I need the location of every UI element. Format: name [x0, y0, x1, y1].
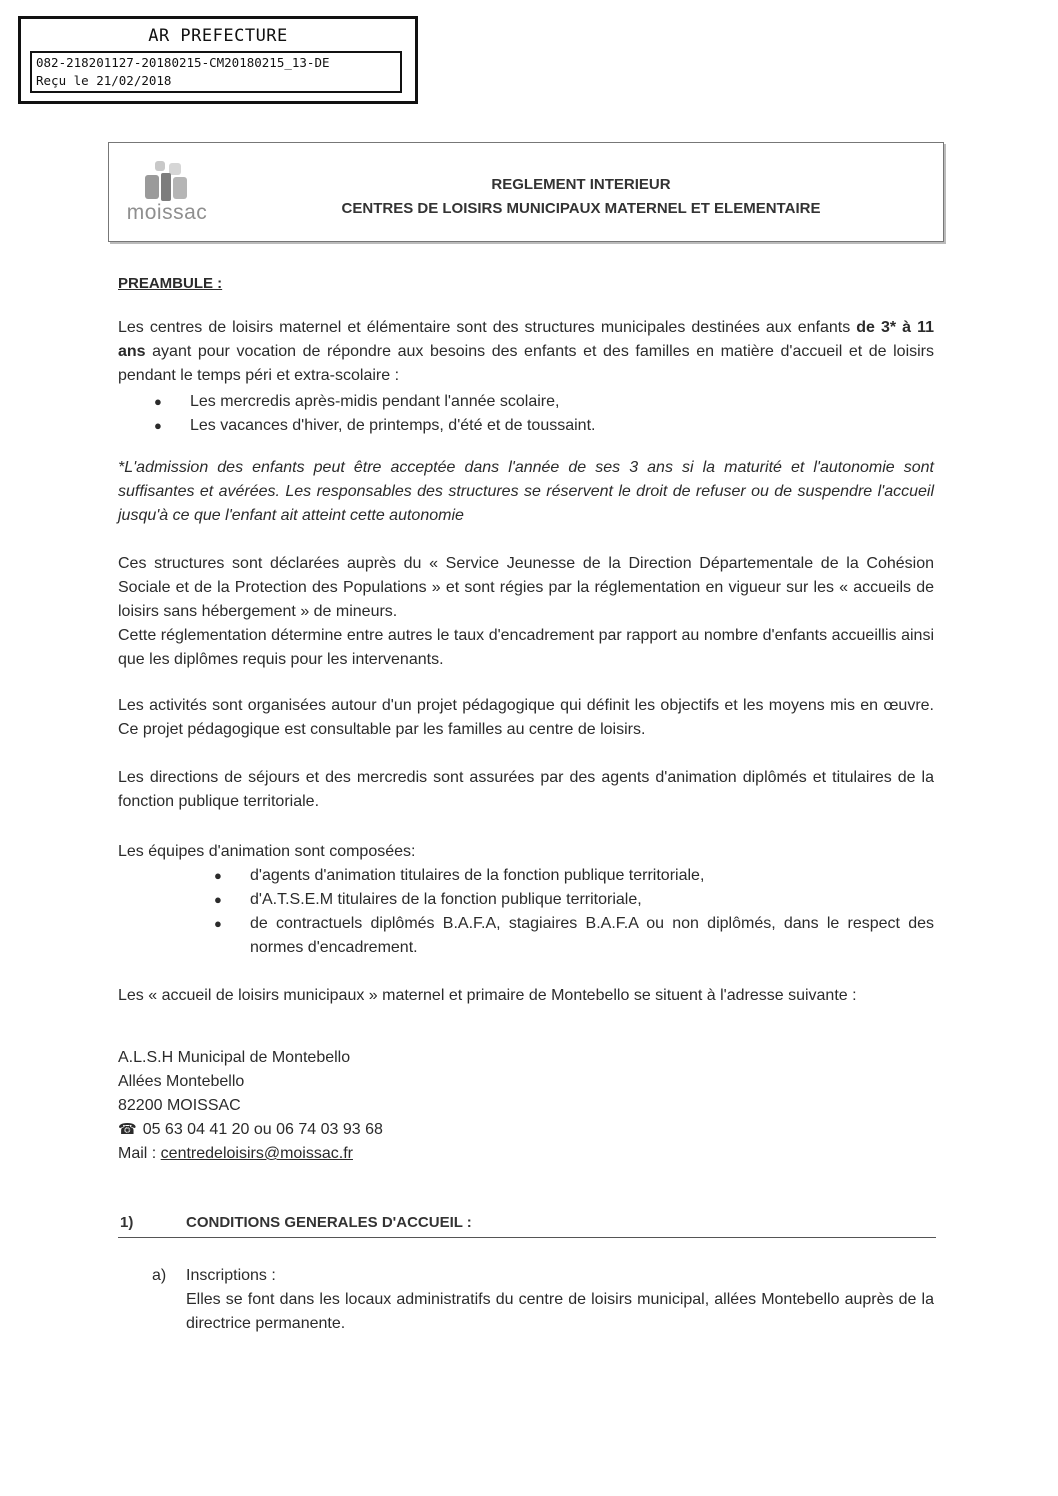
activities-paragraph: Les activités sont organisées autour d'un projet pédagogique qui définit les objectifs et les moyens mis en œuvre. Ce projet pédagogique est consultable par les familles au centre de loisirs.: [118, 697, 934, 738]
teams-list: [214, 864, 934, 960]
bullet-icon: ●: [214, 868, 222, 883]
period-item: Les vacances d'hiver, de printemps, d'été et de toussaint.: [190, 417, 596, 434]
section-title: CONDITIONS GENERALES D'ACCUEIL :: [186, 1214, 472, 1231]
bullet-icon: ●: [154, 418, 162, 433]
team-item: d'A.T.S.E.M titulaires de la fonction publique territoriale,: [250, 891, 642, 908]
intro-age-range: de 3* à 11 ans: [118, 319, 934, 360]
regulation-paragraph: Cette réglementation détermine entre autres le taux d'encadrement par rapport au nombre d'enfants accueillis ainsi que les diplômes requis pour les intervenants.: [118, 627, 934, 668]
stamp-reference: 082-218201127-20180215-CM20180215_13-DE: [36, 55, 330, 70]
periods-list: [154, 390, 934, 438]
team-item: d'agents d'animation titulaires de la fonction publique territoriale,: [250, 867, 705, 884]
moissac-logo: [117, 157, 213, 233]
title-line-2: CENTRES DE LOISIRS MUNICIPAUX MATERNEL ET ELEMENTAIRE: [341, 200, 821, 217]
subsection-letter: a): [152, 1267, 167, 1284]
stamp-details: [30, 51, 402, 93]
logo-text: moissac: [126, 201, 208, 224]
subsection-a-heading: [152, 1264, 934, 1288]
document-header: [108, 142, 944, 242]
directions-paragraph: Les directions de séjours et des mercredis sont assurées par des agents d'animation diplômés et titulaires de la fonction publique territoriale.: [118, 769, 934, 810]
teams-intro: Les équipes d'animation sont composées:: [118, 843, 416, 860]
preamble-intro: [118, 316, 934, 388]
phone-numbers: 05 63 04 41 20 ou 06 74 03 93 68: [142, 1121, 383, 1138]
list-item: [214, 888, 934, 912]
stamp-title: AR PREFECTURE: [148, 26, 288, 46]
list-item: [214, 864, 934, 888]
intro-text-2: ayant pour vocation de répondre aux besoins des enfants et des familles en matière d'accueil et de loisirs pendant le temps péri et extra-scolaire :: [118, 343, 934, 384]
team-item: de contractuels diplômés B.A.F.A, stagiaires B.A.F.A ou non diplômés, dans le respect des normes d'encadrement.: [250, 915, 934, 956]
stamp-received-date: Reçu le 21/02/2018: [36, 73, 172, 88]
list-item: [214, 912, 934, 960]
logo-icon: [141, 159, 193, 203]
bullet-icon: ●: [214, 916, 222, 931]
declaration-paragraph: Ces structures sont déclarées auprès du « Service Jeunesse de la Direction Départementale de la Cohésion Sociale et de la Protection des Populations » et sont régies par la réglementation en vigueur sur les « accueils de loisirs sans hébergement » de mineurs.: [118, 555, 934, 620]
preamble-heading: PREAMBULE :: [118, 275, 223, 292]
title-line-1: REGLEMENT INTERIEUR: [491, 176, 671, 193]
subsection-title: Inscriptions :: [186, 1267, 276, 1284]
section-number: 1): [120, 1214, 134, 1231]
list-item: [154, 390, 934, 414]
location-paragraph: Les « accueil de loisirs municipaux » maternel et primaire de Montebello se situent à l'adresse suivante :: [118, 987, 857, 1004]
intro-text-1: Les centres de loisirs maternel et élémentaire sont des structures municipales destinées aux enfants: [118, 319, 851, 336]
subsection-a-text: Elles se font dans les locaux administratifs du centre de loisirs municipal, allées Montebello auprès de la directrice permanente.: [186, 1291, 934, 1332]
email-link[interactable]: centredeloisirs@moissac.fr: [160, 1145, 353, 1162]
address-block: [118, 1046, 934, 1166]
phone-icon: ☎: [118, 1121, 137, 1138]
section-1-heading: [118, 1214, 936, 1238]
period-item: Les mercredis après-midis pendant l'année scolaire,: [190, 393, 560, 410]
bullet-icon: ●: [214, 892, 222, 907]
mail-row: [118, 1142, 934, 1166]
address-line: 82200 MOISSAC: [118, 1097, 241, 1114]
prefecture-stamp: [18, 16, 418, 104]
phone-row: [118, 1118, 934, 1142]
admission-note: *L'admission des enfants peut être acceptée dans l'année de ses 3 ans si la maturité et l'autonomie sont suffisantes et avérées. Les responsables des structures se réservent le droit de refuser ou de suspendre l'accueil jusqu'à ce que l'enfant ait atteint cette autonomie: [118, 459, 934, 524]
mail-label: Mail :: [118, 1145, 161, 1162]
subsection-a: [152, 1264, 934, 1336]
document-title: [219, 173, 943, 221]
bullet-icon: ●: [154, 394, 162, 409]
address-line: Allées Montebello: [118, 1073, 245, 1090]
list-item: [154, 414, 934, 438]
address-line: A.L.S.H Municipal de Montebello: [118, 1049, 351, 1066]
